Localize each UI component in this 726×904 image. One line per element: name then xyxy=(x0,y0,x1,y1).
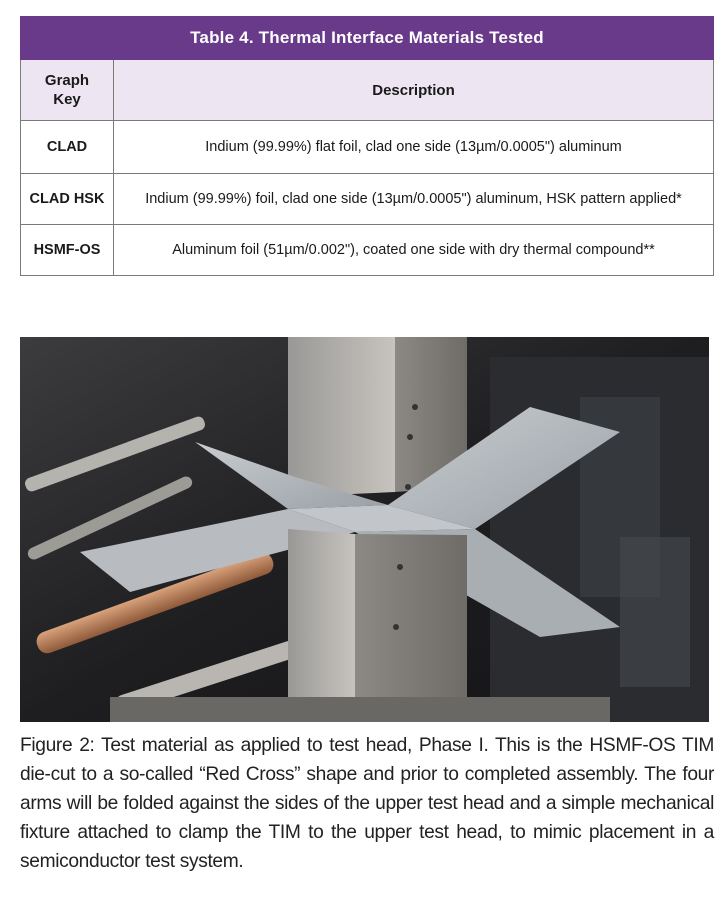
header-description: Description xyxy=(114,60,714,121)
materials-table xyxy=(20,16,714,276)
figure-photo xyxy=(20,337,709,722)
table-row xyxy=(21,225,714,276)
header-graph-key xyxy=(21,60,114,121)
row-description: Indium (99.99%) flat foil, clad one side (13µm/0.0005") aluminum xyxy=(114,121,714,174)
row-key: CLAD xyxy=(21,121,114,174)
row-key: CLAD HSK xyxy=(21,174,114,225)
table-row xyxy=(21,121,714,174)
test-head-photo-illustration xyxy=(20,337,709,722)
row-key: HSMF-OS xyxy=(21,225,114,276)
table-row xyxy=(21,174,714,225)
row-description: Aluminum foil (51µm/0.002"), coated one side with dry thermal compound** xyxy=(114,225,714,276)
figure-caption: Figure 2: Test material as applied to test head, Phase I. This is the HSMF-OS TIM die-cut to a so-called “Red Cross” shape and prior to completed assembly. The four arms will be folded against the sides of the upper test head and a simple mechanical fixture attached to clamp the TIM to the upper test head, to mimic placement in a semiconductor test system. xyxy=(20,735,714,872)
table-title: Table 4. Thermal Interface Materials Tested xyxy=(21,17,714,60)
row-description: Indium (99.99%) foil, clad one side (13µm/0.0005") aluminum, HSK pattern applied* xyxy=(114,174,714,225)
header-graph-key-label: Graph Key xyxy=(44,72,90,108)
